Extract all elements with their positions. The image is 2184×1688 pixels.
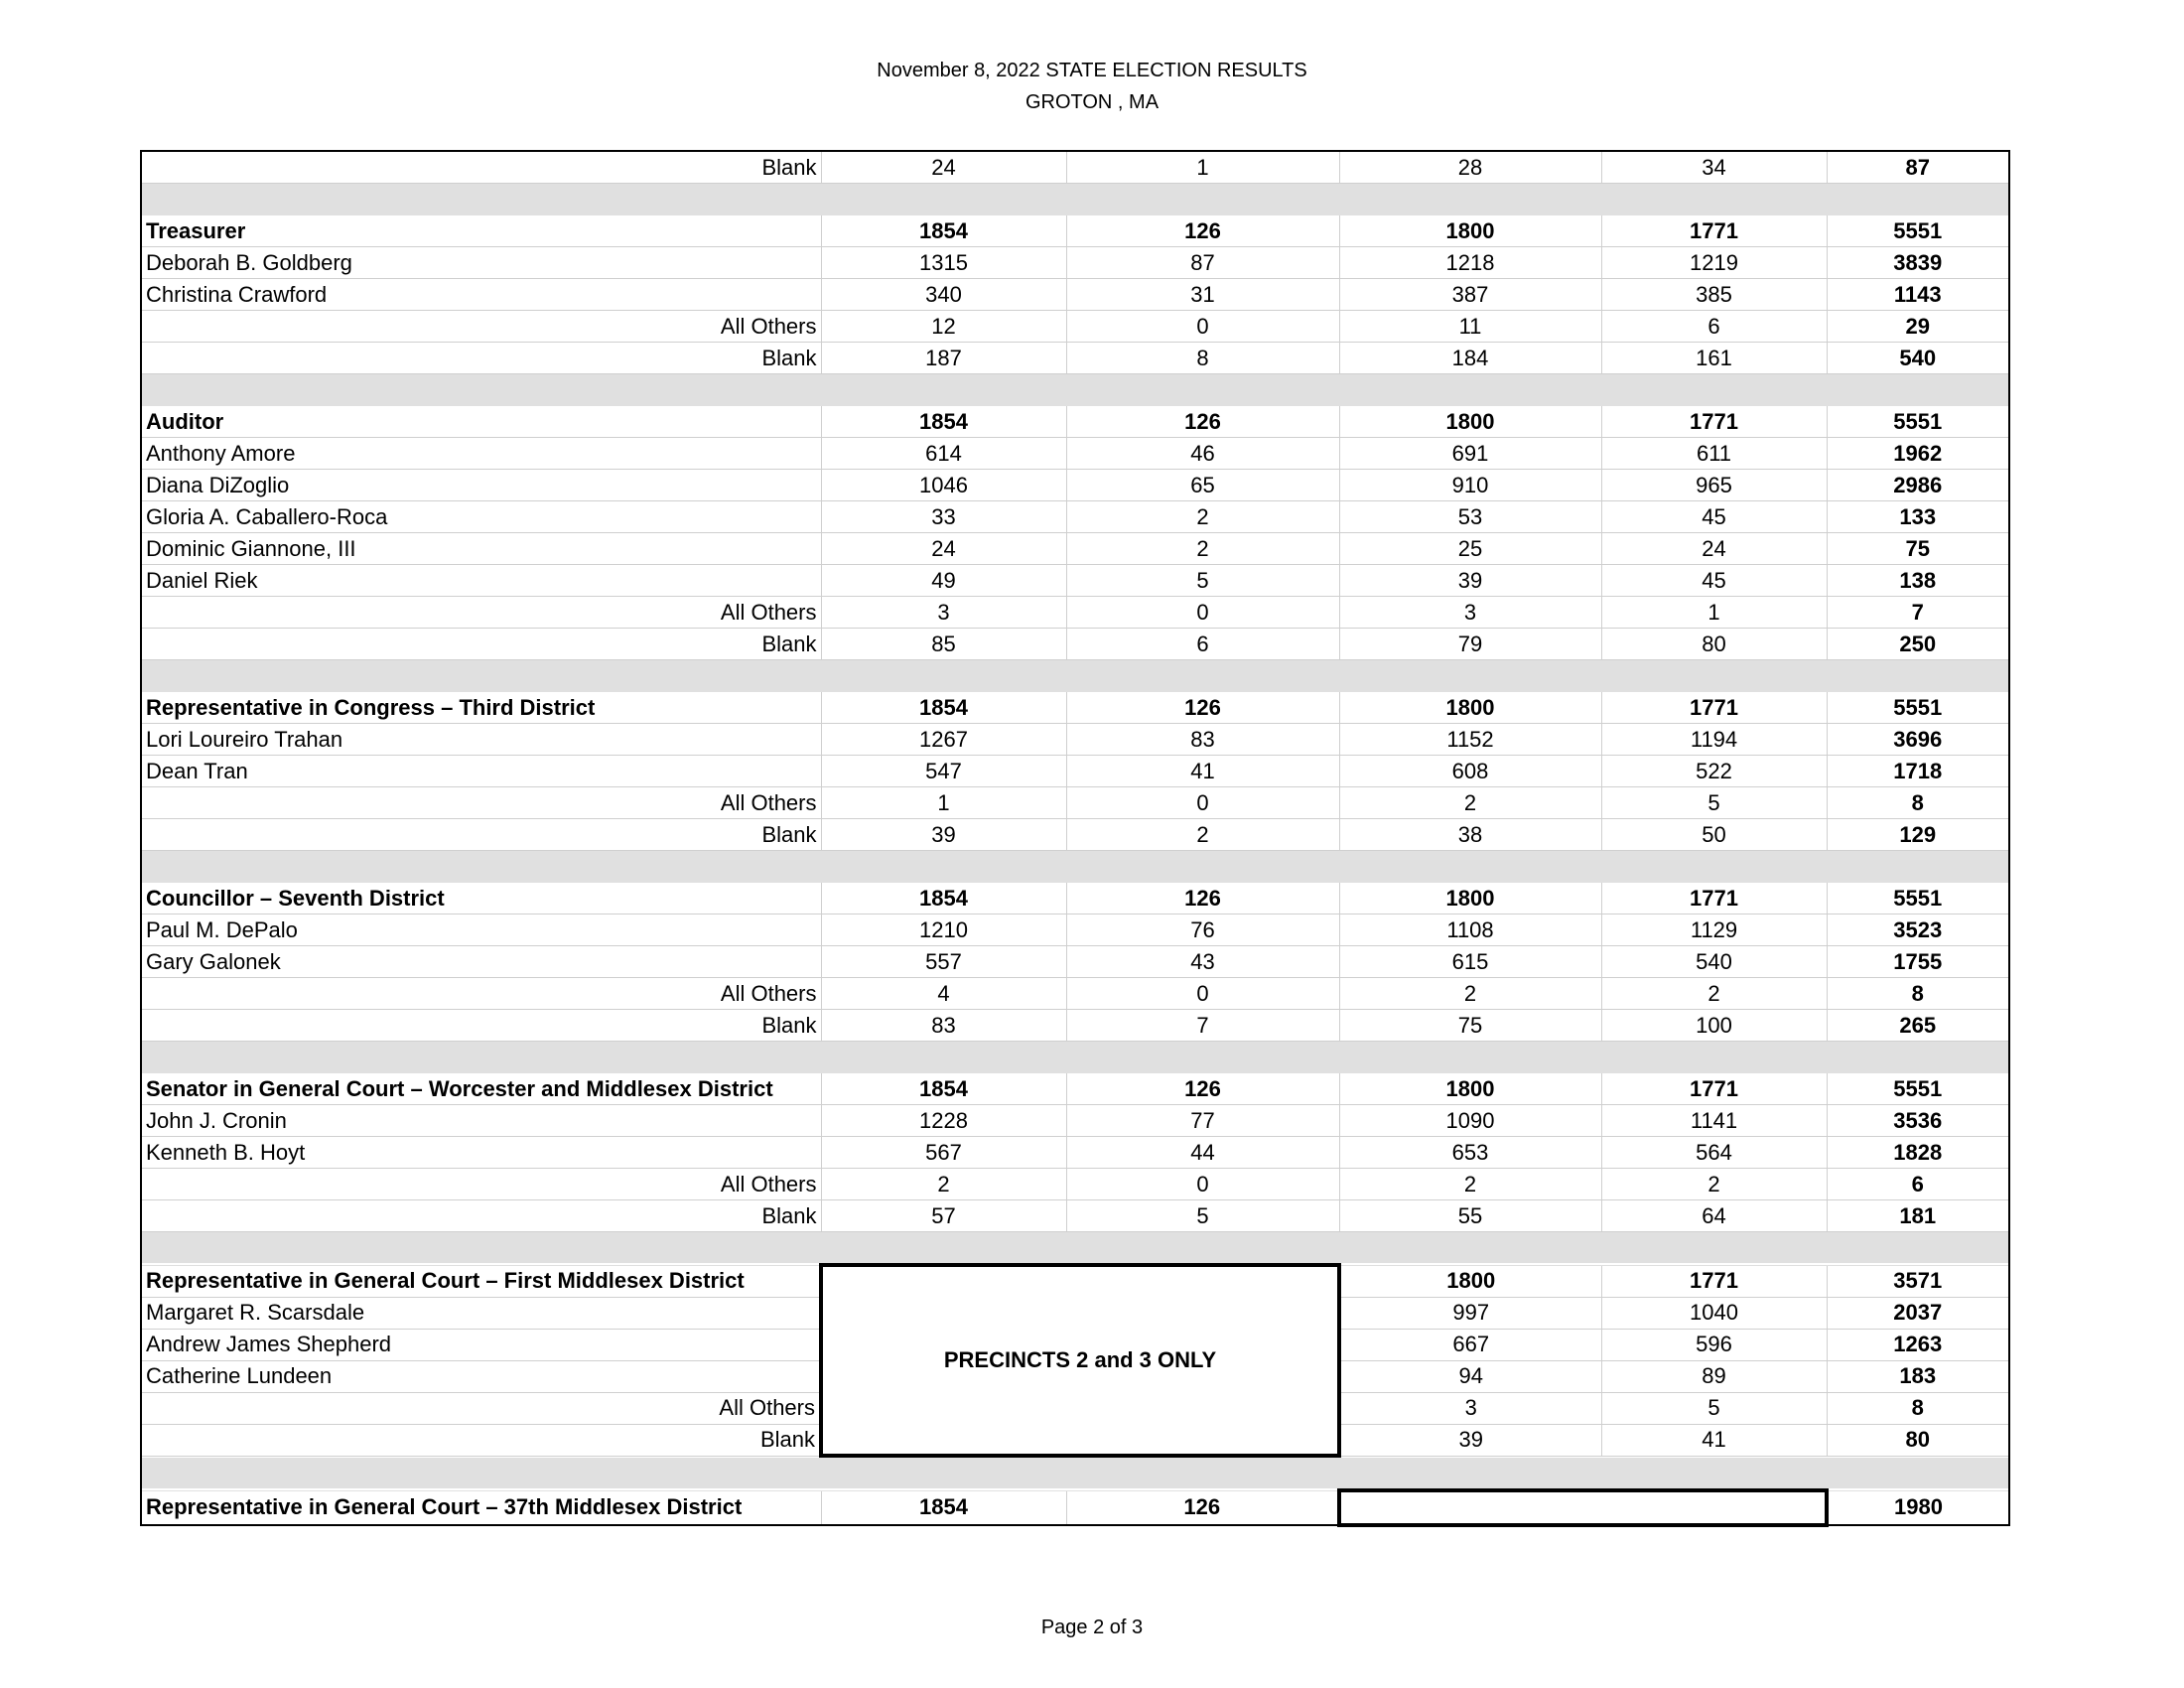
precinct-3-votes: 94 [1339,1360,1601,1392]
precinct-2-votes: 76 [1066,914,1339,946]
precinct-3-votes: 667 [1339,1329,1601,1360]
precinct-2-votes: 126 [1066,883,1339,914]
precinct-1-votes: 340 [821,279,1066,311]
candidate-name: All Others [141,311,821,343]
candidate-name: Diana DiZoglio [141,470,821,501]
total-votes: 1828 [1827,1137,2009,1169]
precinct-2-votes: 2 [1066,501,1339,533]
total-votes: 80 [1827,1424,2009,1456]
precinct-1-votes: 614 [821,438,1066,470]
total-votes: 8 [1827,978,2009,1010]
precinct-3-votes: 1152 [1339,724,1601,756]
total-votes: 129 [1827,819,2009,851]
precinct-4-votes: 564 [1601,1137,1827,1169]
precinct-1-votes: 24 [821,533,1066,565]
total-votes: 7 [1827,597,2009,629]
total-votes: 3696 [1827,724,2009,756]
precinct-4-votes: 596 [1601,1329,1827,1360]
precinct-2-votes: 83 [1066,724,1339,756]
candidate-name: Blank [141,1200,821,1232]
total-votes: 5551 [1827,883,2009,914]
precinct-2-votes: 2 [1066,819,1339,851]
total-votes: 2986 [1827,470,2009,501]
precinct-1-votes: 1854 [821,1490,1066,1525]
section-spacer [141,660,2009,692]
precinct-3-votes: 1800 [1339,215,1601,247]
candidate-row [141,978,2009,1010]
candidate-name: Margaret R. Scarsdale [141,1297,821,1329]
precinct-3-votes: 55 [1339,1200,1601,1232]
total-votes: 1755 [1827,946,2009,978]
candidate-row [141,565,2009,597]
precinct-3-votes: 11 [1339,311,1601,343]
precinct-3-votes: 1800 [1339,1073,1601,1105]
precinct-2-votes: 5 [1066,565,1339,597]
spacer-cell [141,184,2009,215]
results-body [141,151,2009,1525]
precinct-3-votes: 1218 [1339,247,1601,279]
total-votes: 183 [1827,1360,2009,1392]
precinct-2-votes: 126 [1066,1073,1339,1105]
candidate-name: Blank [141,629,821,660]
precinct-4-votes: 1194 [1601,724,1827,756]
precinct-1-votes: 49 [821,565,1066,597]
precincts-note: PRECINCTS 2 and 3 ONLY [821,1265,1339,1456]
candidate-row [141,533,2009,565]
precinct-2-votes: 0 [1066,1169,1339,1200]
precinct-1-votes: 1315 [821,247,1066,279]
precinct-4-votes: 522 [1601,756,1827,787]
precinct-3-votes: 1108 [1339,914,1601,946]
precinct-1-votes: 1228 [821,1105,1066,1137]
precinct-3-votes: 997 [1339,1297,1601,1329]
precinct-4-votes: 1771 [1601,1265,1827,1297]
office-name: Auditor [141,406,821,438]
candidate-row [141,756,2009,787]
office-row [141,215,2009,247]
precinct-4-votes: 385 [1601,279,1827,311]
total-votes: 87 [1827,151,2009,184]
candidate-row [141,1169,2009,1200]
precinct-4-votes: 540 [1601,946,1827,978]
results-table [140,150,2010,1527]
candidate-row [141,819,2009,851]
candidate-name: Gary Galonek [141,946,821,978]
precinct-1-votes: 1854 [821,1073,1066,1105]
candidate-row [141,470,2009,501]
candidate-row [141,247,2009,279]
total-votes: 1962 [1827,438,2009,470]
precinct-3-votes: 3 [1339,1392,1601,1424]
precinct-1-votes: 57 [821,1200,1066,1232]
candidate-name: Daniel Riek [141,565,821,597]
precinct-1-votes: 2 [821,1169,1066,1200]
total-votes: 3839 [1827,247,2009,279]
precinct-4-votes: 1771 [1601,1073,1827,1105]
precinct-3-votes: 25 [1339,533,1601,565]
precinct-1-votes: 12 [821,311,1066,343]
precinct-1-votes: 1854 [821,215,1066,247]
total-votes: 6 [1827,1169,2009,1200]
candidate-name: All Others [141,1392,821,1424]
precinct-1-votes: 1854 [821,883,1066,914]
candidate-row [141,1105,2009,1137]
total-votes: 8 [1827,1392,2009,1424]
precinct-4-votes: 2 [1601,978,1827,1010]
precinct-2-votes: 5 [1066,1200,1339,1232]
total-votes: 1980 [1827,1490,2009,1525]
precinct-2-votes: 0 [1066,978,1339,1010]
section-spacer [141,184,2009,215]
precinct-2-votes: 41 [1066,756,1339,787]
precinct-3-votes: 2 [1339,1169,1601,1200]
precinct-1-votes: 3 [821,597,1066,629]
precinct-2-votes: 77 [1066,1105,1339,1137]
office-name: Treasurer [141,215,821,247]
total-votes: 5551 [1827,215,2009,247]
candidate-row [141,914,2009,946]
precinct-1-votes: 567 [821,1137,1066,1169]
precinct-3-votes: 3 [1339,597,1601,629]
precinct-1-votes: 1854 [821,406,1066,438]
candidate-name: Paul M. DePalo [141,914,821,946]
report-title: November 8, 2022 STATE ELECTION RESULTS [877,60,1307,81]
precinct-1-votes: 547 [821,756,1066,787]
precinct-4-votes: 5 [1601,1392,1827,1424]
precinct-4-votes: 1129 [1601,914,1827,946]
precinct-1-votes: 39 [821,819,1066,851]
candidate-name: Dominic Giannone, III [141,533,821,565]
precinct-2-votes: 8 [1066,343,1339,374]
candidate-row [141,724,2009,756]
precinct-2-votes: 0 [1066,311,1339,343]
candidate-name: Blank [141,1424,821,1456]
precinct-2-votes: 65 [1066,470,1339,501]
office-row [141,1490,2009,1525]
total-votes: 3523 [1827,914,2009,946]
candidate-row [141,438,2009,470]
section-spacer [141,1232,2009,1266]
candidate-name: Kenneth B. Hoyt [141,1137,821,1169]
precinct-2-votes: 126 [1066,1490,1339,1525]
precinct-2-votes: 126 [1066,215,1339,247]
candidate-row [141,501,2009,533]
candidate-name: All Others [141,787,821,819]
precinct-4-votes: 1040 [1601,1297,1827,1329]
candidate-row [141,597,2009,629]
precinct-3-votes: 1800 [1339,883,1601,914]
spacer-cell [141,1456,2009,1490]
precinct-4-votes: 6 [1601,311,1827,343]
total-votes: 5551 [1827,692,2009,724]
precinct-3-votes: 910 [1339,470,1601,501]
precinct-4-votes: 24 [1601,533,1827,565]
precinct-3-votes: 28 [1339,151,1601,184]
candidate-name: Anthony Amore [141,438,821,470]
candidate-row [141,629,2009,660]
precinct-1-votes: 4 [821,978,1066,1010]
precinct-2-votes: 6 [1066,629,1339,660]
not-applicable-box [1339,1490,1827,1525]
precinct-1-votes: 85 [821,629,1066,660]
candidate-name: Gloria A. Caballero-Roca [141,501,821,533]
precinct-4-votes: 100 [1601,1010,1827,1042]
candidate-name: All Others [141,978,821,1010]
total-votes: 75 [1827,533,2009,565]
precinct-3-votes: 691 [1339,438,1601,470]
office-name: Representative in General Court – First Middlesex District [141,1265,821,1297]
precinct-4-votes: 41 [1601,1424,1827,1456]
precinct-4-votes: 1141 [1601,1105,1827,1137]
precinct-3-votes: 39 [1339,565,1601,597]
candidate-row [141,311,2009,343]
total-votes: 133 [1827,501,2009,533]
precinct-2-votes: 126 [1066,692,1339,724]
total-votes: 1143 [1827,279,2009,311]
precinct-1-votes: 1267 [821,724,1066,756]
precinct-3-votes: 1800 [1339,1265,1601,1297]
total-votes: 5551 [1827,406,2009,438]
total-votes: 8 [1827,787,2009,819]
precinct-2-votes: 2 [1066,533,1339,565]
precinct-2-votes: 43 [1066,946,1339,978]
precinct-2-votes: 0 [1066,787,1339,819]
total-votes: 2037 [1827,1297,2009,1329]
candidate-name: Catherine Lundeen [141,1360,821,1392]
precinct-2-votes: 0 [1066,597,1339,629]
precinct-2-votes: 87 [1066,247,1339,279]
precinct-2-votes: 126 [1066,406,1339,438]
precinct-4-votes: 5 [1601,787,1827,819]
precinct-3-votes: 1800 [1339,692,1601,724]
office-name: Councillor – Seventh District [141,883,821,914]
precinct-1-votes: 557 [821,946,1066,978]
spacer-cell [141,660,2009,692]
precinct-3-votes: 653 [1339,1137,1601,1169]
total-votes: 181 [1827,1200,2009,1232]
precinct-3-votes: 184 [1339,343,1601,374]
spacer-cell [141,1042,2009,1073]
precinct-4-votes: 965 [1601,470,1827,501]
section-spacer [141,1456,2009,1490]
candidate-name: Blank [141,819,821,851]
precinct-2-votes: 46 [1066,438,1339,470]
precinct-1-votes: 187 [821,343,1066,374]
precinct-4-votes: 64 [1601,1200,1827,1232]
precinct-3-votes: 1090 [1339,1105,1601,1137]
total-votes: 265 [1827,1010,2009,1042]
candidate-row [141,1200,2009,1232]
total-votes: 1263 [1827,1329,2009,1360]
precinct-3-votes: 79 [1339,629,1601,660]
candidate-row [141,151,2009,184]
precinct-4-votes: 1771 [1601,406,1827,438]
candidate-row [141,279,2009,311]
candidate-row [141,787,2009,819]
candidate-name: Lori Loureiro Trahan [141,724,821,756]
precinct-4-votes: 1219 [1601,247,1827,279]
precinct-3-votes: 1800 [1339,406,1601,438]
precinct-1-votes: 1046 [821,470,1066,501]
candidate-name: Deborah B. Goldberg [141,247,821,279]
precinct-4-votes: 34 [1601,151,1827,184]
office-name: Representative in Congress – Third District [141,692,821,724]
precinct-4-votes: 50 [1601,819,1827,851]
candidate-name: All Others [141,597,821,629]
candidate-name: Blank [141,151,821,184]
total-votes: 1718 [1827,756,2009,787]
candidate-name: Andrew James Shepherd [141,1329,821,1360]
total-votes: 29 [1827,311,2009,343]
precinct-3-votes: 615 [1339,946,1601,978]
section-spacer [141,374,2009,406]
page-number: Page 2 of 3 [1040,1617,1144,1638]
total-votes: 540 [1827,343,2009,374]
precinct-2-votes: 44 [1066,1137,1339,1169]
office-row [141,692,2009,724]
candidate-row [141,1137,2009,1169]
spacer-cell [141,374,2009,406]
precinct-3-votes: 2 [1339,787,1601,819]
total-votes: 5551 [1827,1073,2009,1105]
office-row [141,883,2009,914]
precinct-1-votes: 33 [821,501,1066,533]
candidate-name: Blank [141,343,821,374]
precinct-4-votes: 2 [1601,1169,1827,1200]
precinct-3-votes: 38 [1339,819,1601,851]
precinct-3-votes: 608 [1339,756,1601,787]
candidate-name: Christina Crawford [141,279,821,311]
total-votes: 250 [1827,629,2009,660]
precinct-3-votes: 387 [1339,279,1601,311]
office-row [141,406,2009,438]
precinct-4-votes: 45 [1601,501,1827,533]
section-spacer [141,1042,2009,1073]
precinct-4-votes: 89 [1601,1360,1827,1392]
candidate-name: Blank [141,1010,821,1042]
precinct-4-votes: 1771 [1601,692,1827,724]
precinct-2-votes: 1 [1066,151,1339,184]
office-name: Senator in General Court – Worcester and Middlesex District [141,1073,821,1105]
office-row [141,1073,2009,1105]
precinct-1-votes: 83 [821,1010,1066,1042]
precinct-1-votes: 1 [821,787,1066,819]
spacer-cell [141,851,2009,883]
candidate-row [141,1010,2009,1042]
precinct-3-votes: 53 [1339,501,1601,533]
candidate-row [141,343,2009,374]
office-row [141,1265,2009,1297]
precinct-3-votes: 39 [1339,1424,1601,1456]
spacer-cell [141,1232,2009,1266]
candidate-name: Dean Tran [141,756,821,787]
precinct-4-votes: 1771 [1601,883,1827,914]
precinct-4-votes: 161 [1601,343,1827,374]
total-votes: 3571 [1827,1265,2009,1297]
candidate-name: John J. Cronin [141,1105,821,1137]
total-votes: 138 [1827,565,2009,597]
report-location: GROTON , MA [1024,91,1160,113]
section-spacer [141,851,2009,883]
precinct-4-votes: 1771 [1601,215,1827,247]
precinct-1-votes: 1210 [821,914,1066,946]
precinct-2-votes: 31 [1066,279,1339,311]
total-votes: 3536 [1827,1105,2009,1137]
precinct-3-votes: 75 [1339,1010,1601,1042]
office-name: Representative in General Court – 37th Middlesex District [141,1490,821,1525]
candidate-row [141,946,2009,978]
precinct-2-votes: 7 [1066,1010,1339,1042]
candidate-name: All Others [141,1169,821,1200]
precinct-4-votes: 45 [1601,565,1827,597]
precinct-4-votes: 611 [1601,438,1827,470]
precinct-1-votes: 24 [821,151,1066,184]
precinct-1-votes: 1854 [821,692,1066,724]
precinct-4-votes: 1 [1601,597,1827,629]
precinct-3-votes: 2 [1339,978,1601,1010]
precinct-4-votes: 80 [1601,629,1827,660]
